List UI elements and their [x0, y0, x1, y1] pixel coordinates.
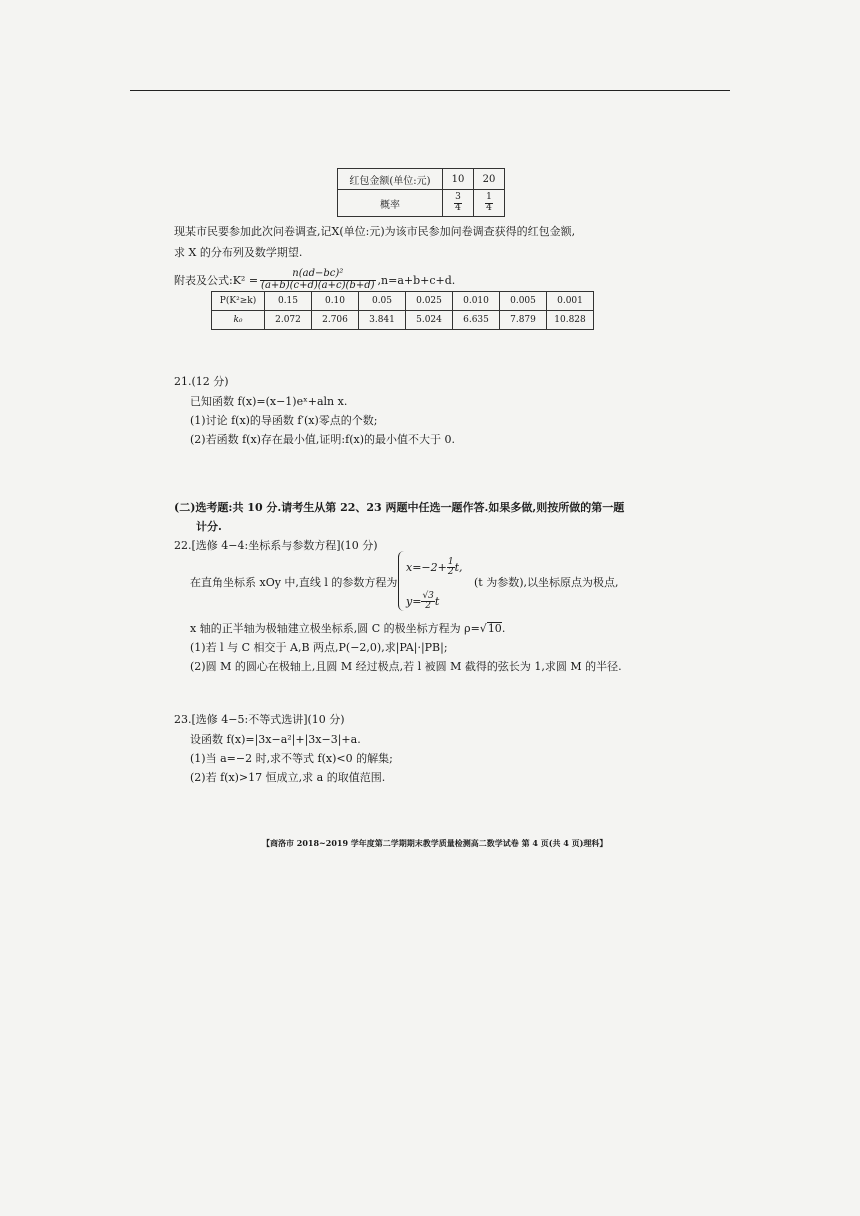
table-cell: 10.828: [547, 311, 594, 330]
table-cell: 3.841: [359, 311, 406, 330]
denominator: 2: [425, 601, 432, 612]
fraction: [421, 592, 434, 612]
param-eq-x: [406, 558, 463, 578]
denominator: 4: [455, 202, 461, 213]
q22-part1: (1)若 l 与 C 相交于 A,B 两点,P(−2,0),求|PA|·|PB|;: [190, 641, 448, 654]
row-label: P(K²≥k): [212, 292, 265, 311]
fraction: [485, 193, 493, 213]
table-cell: 0.010: [453, 292, 500, 311]
table-cell: 0.025: [406, 292, 453, 311]
q20-line1: 现某市民要参加此次问卷调查,记X(单位:元)为该市民参加问卷调查获得的红包金额,: [174, 225, 576, 238]
table-cell: 0.05: [359, 292, 406, 311]
prob-label-cell: 概率: [338, 190, 443, 217]
header-rule: [130, 90, 730, 91]
line2-pre: x 轴的正半轴为极轴建立极坐标系,圆 C 的极坐标方程为 ρ=: [190, 622, 480, 635]
numerator: √3: [422, 591, 434, 601]
page-footer: 【商洛市 2018~2019 学年度第二学期期末教学质量检测高二数学试卷 第 4 页(共 4 页)理科】: [262, 838, 608, 848]
table-cell: 0.001: [547, 292, 594, 311]
row-label: k₀: [212, 311, 265, 330]
denominator: 4: [486, 202, 492, 213]
q22-part2: (2)圆 M 的圆心在极轴上,且圆 M 经过极点,若 l 被圆 M 截得的弦长为 1,求圆 M 的半径.: [190, 660, 622, 673]
denominator: 2: [447, 567, 454, 578]
table-row: [338, 169, 505, 190]
formula-suffix: ,n=a+b+c+d.: [377, 273, 456, 287]
formula-numerator: n(ad−bc)²: [260, 269, 375, 281]
formula-line: [174, 269, 455, 291]
table-cell: 0.10: [312, 292, 359, 311]
table-cell: 7.879: [500, 311, 547, 330]
table-row: [212, 292, 594, 311]
q23-part1: (1)当 a=−2 时,求不等式 f(x)<0 的解集;: [190, 752, 393, 765]
red-packet-table: [337, 168, 505, 217]
table-cell: 0.15: [265, 292, 312, 311]
formula-fraction: [260, 269, 375, 291]
sqrt-icon: √: [479, 622, 487, 635]
table-cell: 0.005: [500, 292, 547, 311]
fraction: [454, 193, 462, 213]
amount-cell: 20: [474, 169, 505, 190]
q21-stem: 已知函数 f(x)=(x−1)eˣ+aln x.: [190, 395, 348, 408]
eq-part: t: [434, 595, 440, 609]
table-cell: 2.072: [265, 311, 312, 330]
numerator: 1: [447, 557, 454, 567]
q22-stem-post: (t 为参数),以坐标原点为极点,: [474, 576, 619, 589]
q22-stem-pre: 在直角坐标系 xOy 中,直线 l 的参数方程为: [190, 576, 398, 589]
prob-cell: [474, 190, 505, 217]
table-cell: 5.024: [406, 311, 453, 330]
q21-part1: (1)讨论 f(x)的导函数 f′(x)零点的个数;: [190, 414, 378, 427]
table-row: [212, 311, 594, 330]
q22-line2: [190, 622, 505, 634]
amount-cell: 10: [443, 169, 474, 190]
q23-title: 23.[选修 4−5:不等式选讲](10 分): [174, 713, 345, 726]
formula-denominator: (a+b)(c+d)(a+c)(b+d): [261, 279, 375, 291]
eq-part: x=−2+: [406, 561, 447, 575]
eq-part: y=: [406, 595, 422, 609]
section2-line1: (二)选考题:共 10 分.请考生从第 22、23 两题中任选一题作答.如果多做,则按所做的第一题: [174, 501, 625, 514]
numerator: 3: [455, 192, 461, 203]
table-row: [338, 190, 505, 217]
q23-part2: (2)若 f(x)>17 恒成立,求 a 的取值范围.: [190, 771, 386, 784]
numerator: 1: [486, 192, 492, 203]
sqrt-radicand: 10: [487, 622, 502, 635]
q23-stem: 设函数 f(x)=|3x−a²|+|3x−3|+a.: [190, 733, 361, 746]
q21-part2: (2)若函数 f(x)存在最小值,证明:f(x)的最小值不大于 0.: [190, 433, 455, 446]
formula-prefix: 附表及公式:K² =: [174, 273, 259, 287]
table-cell: 2.706: [312, 311, 359, 330]
q20-line2: 求 X 的分布列及数学期望.: [174, 246, 303, 259]
q21-title: 21.(12 分): [174, 375, 229, 388]
fraction: [447, 558, 455, 578]
table-cell: 6.635: [453, 311, 500, 330]
section2-line2: 计分.: [196, 520, 222, 533]
k-critical-table: [211, 291, 594, 330]
eq-part: t,: [454, 561, 463, 575]
line2-post: .: [501, 622, 506, 635]
q22-title: 22.[选修 4−4:坐标系与参数方程](10 分): [174, 539, 378, 552]
param-eq-y: [406, 592, 439, 612]
table-header-cell: 红包金额(单位:元): [338, 169, 443, 190]
prob-cell: [443, 190, 474, 217]
